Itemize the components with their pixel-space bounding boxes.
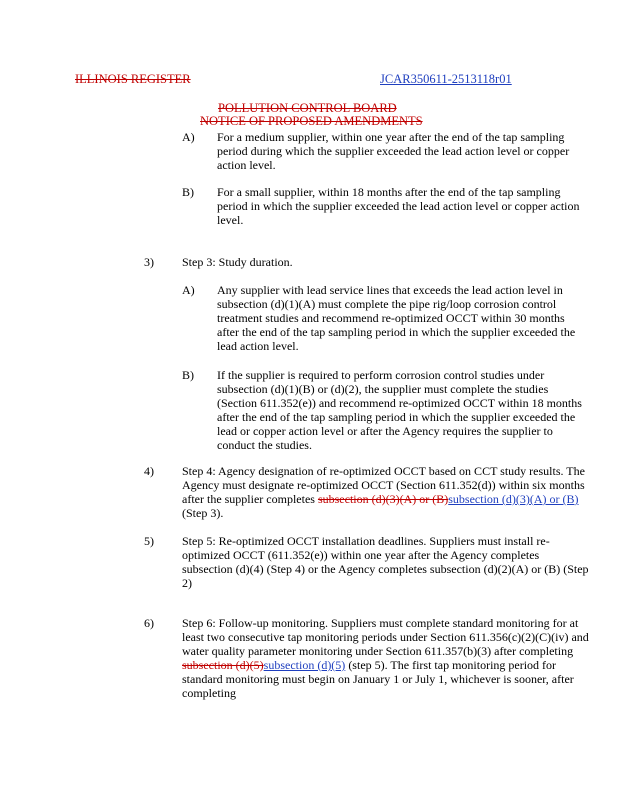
board-heading: POLLUTION CONTROL BOARD	[218, 101, 397, 115]
item-a-text: For a medium supplier, within one year after the end of the tap sampling period during which the supplier exceeded the lead action level or copper action level.	[217, 130, 570, 172]
step-3-number: 3)	[144, 255, 154, 269]
jcar-document-id: JCAR350611-2513118r01	[380, 72, 512, 86]
step-6-number: 6)	[144, 616, 154, 630]
step-3-text: Step 3: Study duration.	[182, 255, 293, 269]
step-4-deleted-text: subsection (d)(3)(A) or (B)	[317, 492, 449, 506]
step-5-number: 5)	[144, 534, 154, 548]
step-3b-label: B)	[182, 368, 194, 382]
item-b-text: For a small supplier, within 18 months after the end of the tap sampling period in which the supplier exceeded the lead action level or copper action level.	[217, 185, 580, 227]
step-6-deleted-text: subsection (d)(5)	[182, 658, 264, 672]
step-6-paragraph	[182, 616, 592, 700]
step-4-text-end: (Step 3).	[182, 506, 224, 520]
step-3a-label: A)	[182, 283, 195, 297]
item-a-label: A)	[182, 130, 195, 144]
step-4-paragraph	[182, 464, 592, 520]
notice-heading: NOTICE OF PROPOSED AMENDMENTS	[200, 114, 423, 128]
step-6-text-end: (step 5). The first tap monitoring period for standard monitoring must begin on January 1 or July 1, whichever is sooner, after completing	[182, 658, 574, 700]
step-4-number: 4)	[144, 464, 154, 478]
item-b-label: B)	[182, 185, 194, 199]
step-3b-text: If the supplier is required to perform corrosion control studies under subsection (d)(1)(B) or (d)(2), the supplier must complete the studies (Section 611.352(e)) and recommend re-optimized OCCT within 18 months after the end of the tap sampling period in which the supplier exceeded the lead or copper action level or after the Agency requires the supplier to conduct the studies.	[217, 368, 582, 452]
illinois-register-heading: ILLINOIS REGISTER	[75, 72, 191, 86]
step-5-text-end: (d)(2)(A) or (B) (Step 2)	[182, 562, 589, 590]
step-5-paragraph	[182, 534, 592, 590]
step-6-inserted-text: subsection (d)(5)	[263, 658, 346, 672]
step-4-text: Step 4: Agency designation of re-optimized OCCT based on CCT study results. The Agency must designate re-optimized OCCT (Section 611.352(d)) within six months after the supplier completes	[182, 464, 585, 506]
step-3a-text: Any supplier with lead service lines that exceeds the lead action level in subsection (d)(1)(A) must complete the pipe rig/loop corrosion control treatment studies and recommend re-optimized OCCT within 30 months after the end of the tap sampling period in which the supplier exceeded the lead action level.	[217, 283, 576, 353]
step-5-text: Step 5: Re-optimized OCCT installation deadlines. Suppliers must install re-optimized OCCT (611.352(e)) within one year after the Agency completes subsection (d)(4) (Step 4) or the Agency completes subsection	[182, 534, 550, 576]
step-6-text: Step 6: Follow-up monitoring. Suppliers must complete standard monitoring for at least two consecutive tap monitoring periods under Section 611.356(c)(2)(C)(iv) and water quality parameter monitoring under Section 611.357(b)(3) after completing	[182, 616, 589, 658]
step-4-inserted-text: subsection (d)(3)(A) or (B)	[448, 492, 579, 506]
